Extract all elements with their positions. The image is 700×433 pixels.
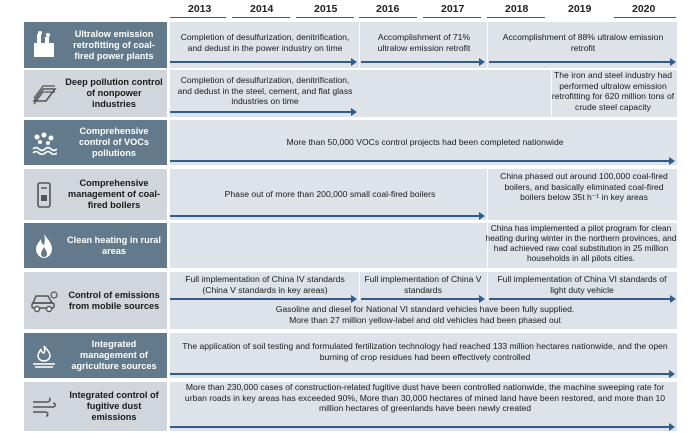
timeline-text: More than 230,000 cases of construction-related fugitive dust have been controlled nationwide, the machine sweeping rate for urban roads in key areas has exceeded 90%, More than 30,000 hectares of mined land have been restored, and more than 10 million hectares of greenlands have been newly created: [184, 382, 666, 413]
crop-burning-icon: [24, 344, 64, 368]
year-divider: [423, 17, 481, 18]
year-label: 2018: [505, 3, 529, 15]
timeline-text: Full implementation of China VI standards of light duty vehicle: [497, 274, 667, 295]
row-fugitive-dust: [0, 382, 700, 431]
row-coal-boilers: [0, 169, 700, 220]
timeline-text: Gasoline and diesel for National VI standard vehicles have been fully supplied.: [275, 304, 575, 314]
timeline-text: Full implementation of China IV standards (China V standards in key areas): [185, 274, 345, 295]
year-label: 2016: [376, 3, 400, 15]
timeline-text: Accomplishment of 71% ultralow emission retrofit: [377, 32, 471, 53]
row-label: Deep pollution control of nonpower industries: [65, 77, 163, 109]
boiler-icon: [24, 181, 64, 209]
period-divider: [359, 22, 360, 68]
row-label-box: [24, 333, 167, 378]
year-divider: [487, 17, 545, 18]
year-label: 2015: [314, 3, 338, 15]
row-label: Control of emissions from mobile sources: [68, 289, 160, 311]
row-label-box: [24, 169, 167, 220]
year-label: 2013: [188, 3, 212, 15]
year-divider: [614, 17, 676, 18]
row-label-box: [24, 120, 167, 165]
timeline-text: The application of soil testing and formulated fertilization technology had reached 133 million hectares nationwide, and the open burning of crop residues had been effectively controlled: [182, 341, 668, 362]
timeline-text: The iron and steel industry had performed ultralow emission retrofitting for 620 million tons of crude steel capacity: [551, 70, 675, 112]
period-arrow: [170, 298, 352, 300]
year-divider: [359, 17, 417, 18]
row-label-box: [24, 22, 167, 68]
row-label: Comprehensive management of coal-fired boilers: [68, 178, 160, 210]
steel-industry-icon: [24, 81, 64, 107]
period-arrow: [170, 215, 480, 217]
year-divider: [232, 17, 290, 18]
timeline-text: Completion of desulfurization, denitrification, and dedust in the steel, cement, and flat glass industries on time: [177, 75, 353, 106]
timeline-text: More than 50,000 VOCs control projects had been completed nationwide: [286, 137, 564, 147]
row-agriculture: [0, 333, 700, 378]
row-clean-heating: [0, 223, 700, 268]
row-vocs: [0, 120, 700, 165]
period-arrow: [170, 373, 670, 375]
year-divider: [170, 17, 226, 18]
period-divider: [359, 272, 360, 300]
timeline-text: Phase out of more than 200,000 small coal-fired boilers: [224, 189, 436, 199]
row-label: Integrated control of fugitive dust emissions: [69, 390, 159, 422]
period-arrow: [489, 298, 671, 300]
timeline-text: More than 27 million yellow-label and old vehicles had been phased out: [289, 315, 561, 325]
timeline-text: China has implemented a pilot program for clean heating during winter in the northern provinces, and had achieved raw coal substitution in 25 million households in all pilots cities.: [485, 223, 677, 263]
period-arrow: [489, 61, 671, 63]
year-label: 2014: [250, 3, 274, 15]
row-label-box: [24, 382, 167, 431]
row-label: Comprehensive control of VOCs pollutions: [79, 126, 149, 158]
row-label: Clean heating in rural areas: [67, 234, 161, 256]
year-label: 2019: [568, 3, 592, 15]
row-label-box: [24, 70, 167, 117]
row-label-box: [24, 272, 167, 329]
row-label: Ultralow emission retrofitting of coal-fired power plants: [73, 28, 155, 61]
timeline-text: China phased out around 100,000 coal-fired boilers, and basically eliminated coal-fired boilers below 35t h⁻¹ in key areas: [500, 171, 668, 202]
period-arrow: [170, 160, 670, 162]
row-label: Integrated management of agriculture sources: [71, 339, 157, 371]
timeline-text: Full implementation of China V standards: [364, 274, 482, 295]
vehicle-icon: [24, 289, 64, 313]
period-arrow: [170, 61, 352, 63]
period-divider: [487, 169, 488, 220]
period-arrow: [361, 298, 480, 300]
row-label-box: [24, 223, 167, 268]
timeline-text: Completion of desulfurization, denitrification, and dedust in the power industry on time: [180, 32, 350, 53]
year-label: 2020: [632, 3, 656, 15]
row-power-plants: [0, 22, 700, 68]
dust-wind-icon: [24, 396, 64, 418]
power-plant-icon: [24, 31, 64, 59]
row-nonpower-industries: [0, 70, 700, 117]
period-divider: [487, 272, 488, 300]
period-divider: [487, 22, 488, 68]
year-label: 2017: [441, 3, 465, 15]
timeline-text: Accomplishment of 88% ultralow emission retrofit: [502, 32, 664, 53]
row-mobile-sources: [0, 272, 700, 329]
year-axis: [0, 0, 700, 18]
period-arrow: [170, 426, 670, 428]
period-arrow: [361, 61, 480, 63]
year-divider: [296, 17, 354, 18]
vocs-icon: [24, 131, 64, 155]
period-arrow: [170, 111, 352, 113]
flame-icon: [24, 233, 64, 259]
